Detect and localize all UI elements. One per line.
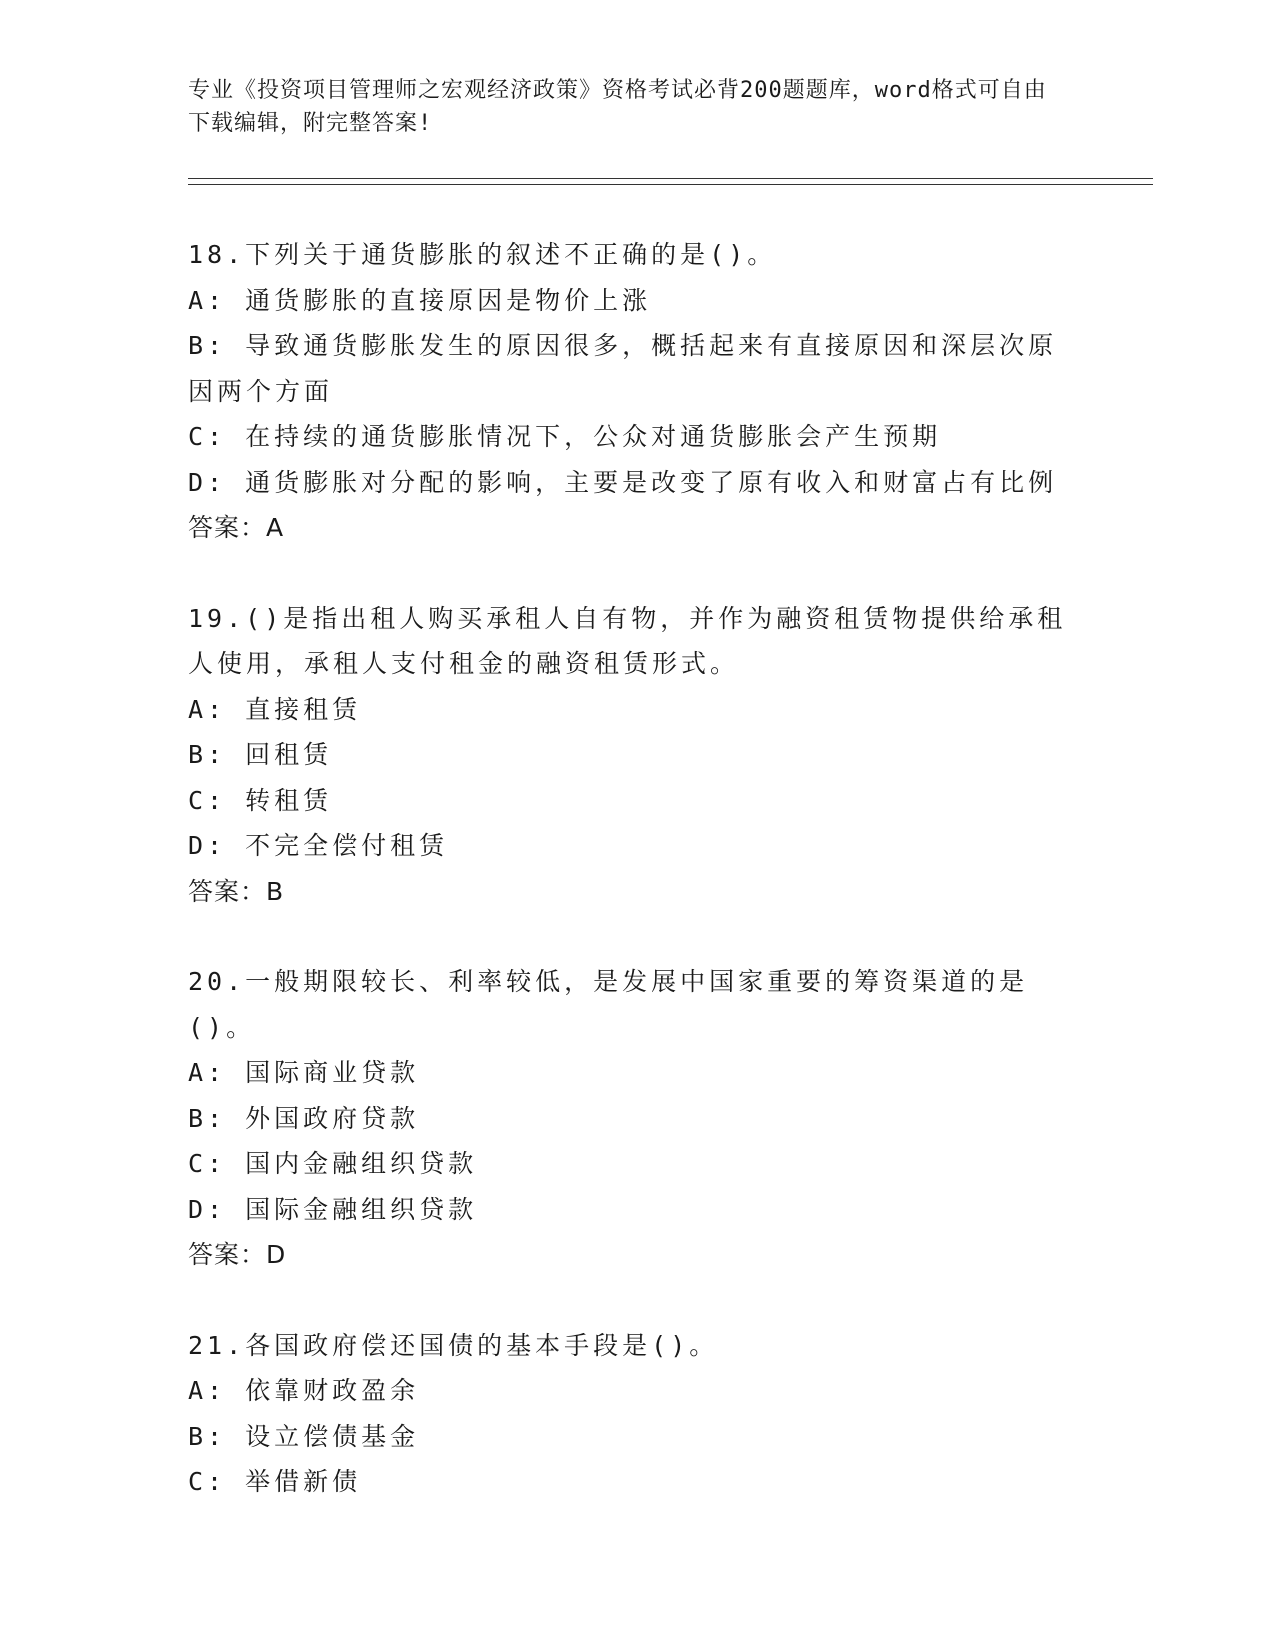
question-20 (188, 959, 1068, 1278)
option-c: C: 举借新债 (188, 1467, 362, 1496)
answer: 答案：A (188, 513, 285, 542)
option-a: A: 通货膨胀的直接原因是物价上涨 (188, 285, 652, 315)
answer: 答案：B (188, 876, 285, 906)
question-stem: 21.各国政府偿还国债的基本手段是()。 (188, 1330, 719, 1360)
option-b: B: 外国政府贷款 (188, 1103, 420, 1133)
option-a: A: 国际商业贷款 (188, 1058, 420, 1087)
question-18 (188, 232, 1068, 551)
option-c: C: 国内金融组织贷款 (188, 1149, 478, 1178)
option-a: A: 依靠财政盈余 (188, 1376, 420, 1405)
option-d: D: 不完全偿付租赁 (188, 831, 449, 860)
option-b: B: 导致通货膨胀发生的原因很多，概括起来有直接原因和深层次原因两个方面 (188, 331, 1058, 406)
question-19 (188, 596, 1068, 915)
option-c: C: 转租赁 (188, 785, 333, 815)
answer: 答案：D (188, 1240, 287, 1269)
option-a: A: 直接租赁 (188, 694, 362, 724)
question-21 (188, 1323, 1068, 1505)
option-b: B: 回租赁 (188, 740, 333, 769)
option-d: D: 通货膨胀对分配的影响，主要是改变了原有收入和财富占有比例 (188, 467, 1058, 497)
question-list (188, 232, 1068, 1550)
option-b: B: 设立偿债基金 (188, 1421, 420, 1451)
question-stem: 20.一般期限较长、利率较低，是发展中国家重要的筹资渠道的是()。 (188, 967, 1029, 1042)
question-stem: 18.下列关于通货膨胀的叙述不正确的是()。 (188, 240, 777, 269)
question-stem: 19.()是指出租人购买承租人自有物，并作为融资租赁物提供给承租人使用，承租人支付租金的融资租赁形式。 (188, 603, 1067, 678)
header-divider (188, 178, 1153, 185)
document-header: 专业《投资项目管理师之宏观经济政策》资格考试必背200题题库，word格式可自由下载编辑，附完整答案! (188, 78, 1047, 136)
option-c: C: 在持续的通货膨胀情况下，公众对通货膨胀会产生预期 (188, 422, 942, 451)
option-d: D: 国际金融组织贷款 (188, 1194, 478, 1224)
